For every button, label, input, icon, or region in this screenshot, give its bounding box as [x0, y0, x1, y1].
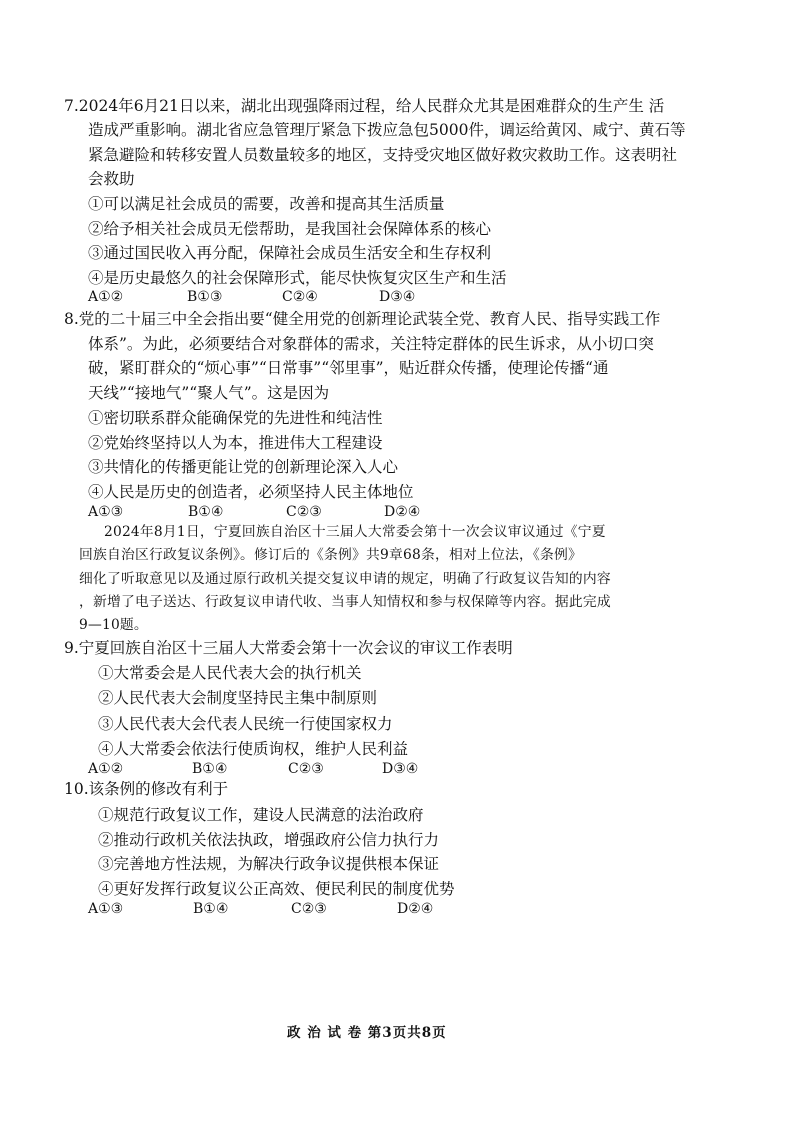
- q10-option-2: ②推动行政机关依法执政，增强政府公信力执行力: [98, 831, 440, 849]
- q10-choice-c: C②③: [291, 901, 327, 917]
- q7-stem-line-4: 会救助: [88, 170, 135, 188]
- q8-stem-line-1: 8.党的二十届三中全会指出要“健全用党的创新理论武装全党、教育人民、指导实践工作: [64, 310, 661, 328]
- q8-stem-line-4: 天线”“接地气”“聚人气”。这是因为: [88, 384, 330, 402]
- material-line-3: 细化了听取意见以及通过原行政机关提交复议申请的规定，明确了行政复议告知的内容: [79, 571, 611, 587]
- q8-stem-line-3: 破，紧盯群众的“烦心事”“日常事”“邻里事”，贴近群众传播，使理论传播“通: [88, 359, 609, 377]
- q7-option-3: ③通过国民收入再分配，保障社会成员生活安全和生存权利: [88, 244, 492, 262]
- q7-stem-line-1: 7.2024年6月21日以来，湖北出现强降雨过程，给人民群众尤其是困难群众的生产生 活: [64, 97, 665, 115]
- material-line-1: 2024年8月1日，宁夏回族自治区十三届人大常委会第十一次会议审议通过《宁夏: [104, 524, 606, 540]
- q8-option-4: ④人民是历史的创造者，必须坚持人民主体地位: [88, 483, 414, 501]
- material-line-5: 9—10题。: [79, 617, 148, 633]
- q7-option-2: ②给予相关社会成员无偿帮助，是我国社会保障体系的核心: [88, 220, 492, 238]
- q7-choice-b: B①③: [187, 289, 223, 305]
- q9-stem-line-1: 9.宁夏回族自治区十三届人大常委会第十一次会议的审议工作表明: [64, 639, 513, 657]
- material-line-2: 回族自治区行政复议条例》。修订后的《条例》共9章68条，相对上位法，《条例》: [79, 547, 583, 563]
- q7-option-4: ④是历史最悠久的社会保障形式，能尽快恢复灾区生产和生活: [88, 269, 507, 287]
- q8-choice-d: D②④: [384, 504, 421, 520]
- page-footer: 政 治 试 卷 第3页共8页: [287, 1025, 447, 1041]
- q9-option-4: ④人大常委会依法行使质询权，维护人民利益: [98, 740, 409, 758]
- q7-option-1: ①可以满足社会成员的需要，改善和提高其生活质量: [88, 195, 445, 213]
- q9-choice-b: B①④: [192, 761, 228, 777]
- q8-choice-b: B①④: [188, 504, 224, 520]
- q8-option-2: ②党始终坚持以人为本，推进伟大工程建设: [88, 434, 383, 452]
- q7-choice-d: D③④: [379, 289, 416, 305]
- q9-choice-c: C②③: [288, 761, 324, 777]
- q9-option-1: ①大常委会是人民代表大会的执行机关: [98, 664, 362, 682]
- q7-stem-line-3: 紧急避险和转移安置人员数量较多的地区，支持受灾地区做好救灾救助工作。这表明社: [88, 146, 678, 164]
- q7-choice-a: A①②: [88, 289, 124, 305]
- q10-stem-line-1: 10.该条例的修改有利于: [64, 780, 229, 798]
- q9-option-2: ②人民代表大会制度坚持民主集中制原则: [98, 689, 378, 707]
- material-line-4: ，新增了电子送达、行政复议申请代收、当事人知情权和参与权保障等内容。据此完成: [79, 594, 611, 610]
- q10-choice-d: D②④: [397, 901, 434, 917]
- q7-stem-line-2: 造成严重影响。湖北省应急管理厅紧急下拨应急包5000件，调运给黄冈、咸宁、黄石等: [88, 121, 686, 139]
- q10-choice-b: B①④: [193, 901, 229, 917]
- q9-option-3: ③人民代表大会代表人民统一行使国家权力: [98, 715, 393, 733]
- q10-choice-a: A①③: [88, 901, 124, 917]
- q8-option-1: ①密切联系群众能确保党的先进性和纯洁性: [88, 409, 383, 427]
- q8-stem-line-2: 体系”。为此，必须要结合对象群体的需求，关注特定群体的民生诉求，从小切口突: [88, 335, 654, 353]
- q8-choice-c: C②③: [286, 504, 322, 520]
- q10-option-3: ③完善地方性法规，为解决行政争议提供根本保证: [98, 855, 440, 873]
- q7-choice-c: C②④: [282, 289, 318, 305]
- q9-choice-d: D③④: [382, 761, 419, 777]
- q10-option-4: ④更好发挥行政复议公正高效、便民利民的制度优势: [98, 880, 455, 898]
- q9-choice-a: A①②: [88, 761, 124, 777]
- q8-choice-a: A①③: [88, 504, 124, 520]
- q8-option-3: ③共情化的传播更能让党的创新理论深入人心: [88, 458, 399, 476]
- q10-option-1: ①规范行政复议工作，建设人民满意的法治政府: [98, 806, 424, 824]
